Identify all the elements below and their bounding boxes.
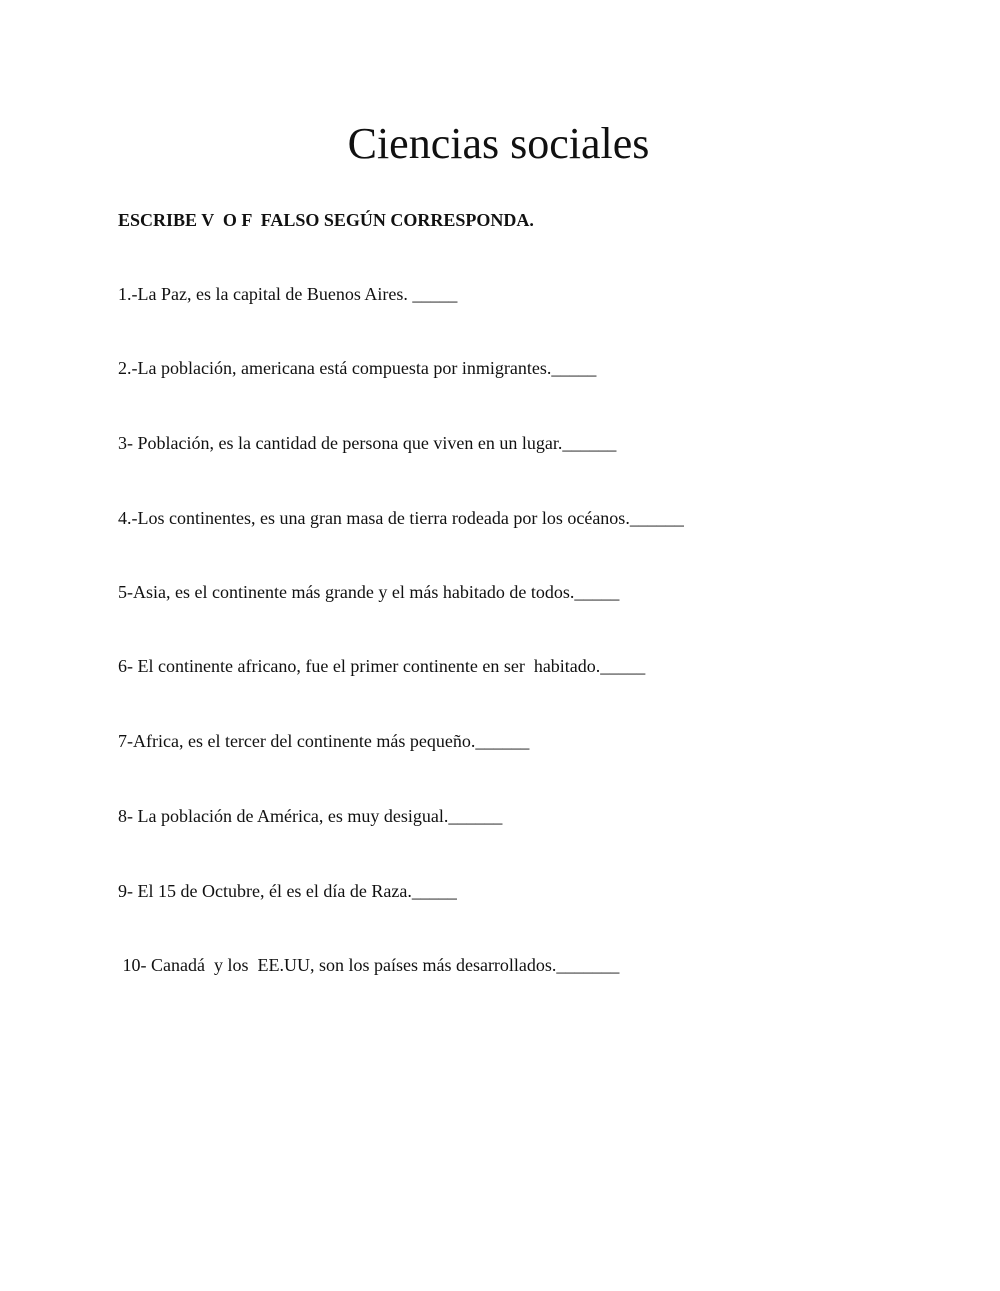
question-2: 2.-La población, americana está compuesta por inmigrantes._____ bbox=[118, 358, 597, 378]
question-7: 7-Africa, es el tercer del continente más pequeño.______ bbox=[118, 731, 530, 751]
question-8: 8- La población de América, es muy desigual.______ bbox=[118, 806, 503, 826]
question-4: 4.-Los continentes, es una gran masa de tierra rodeada por los océanos.______ bbox=[118, 508, 684, 528]
instruction-text: ESCRIBE V O F FALSO SEGÚN CORRESPONDA. bbox=[118, 210, 534, 230]
question-1: 1.-La Paz, es la capital de Buenos Aires. _____ bbox=[118, 284, 458, 304]
question-3: 3- Población, es la cantidad de persona que viven en un lugar.______ bbox=[118, 433, 617, 453]
question-9: 9- El 15 de Octubre, él es el día de Raza._____ bbox=[118, 881, 457, 901]
page-title: Ciencias sociales bbox=[347, 119, 650, 168]
question-5: 5-Asia, es el continente más grande y el más habitado de todos._____ bbox=[118, 582, 620, 602]
question-6: 6- El continente africano, fue el primer continente en ser habitado._____ bbox=[118, 656, 646, 676]
question-10: 10- Canadá y los EE.UU, son los países más desarrollados._______ bbox=[118, 955, 620, 975]
